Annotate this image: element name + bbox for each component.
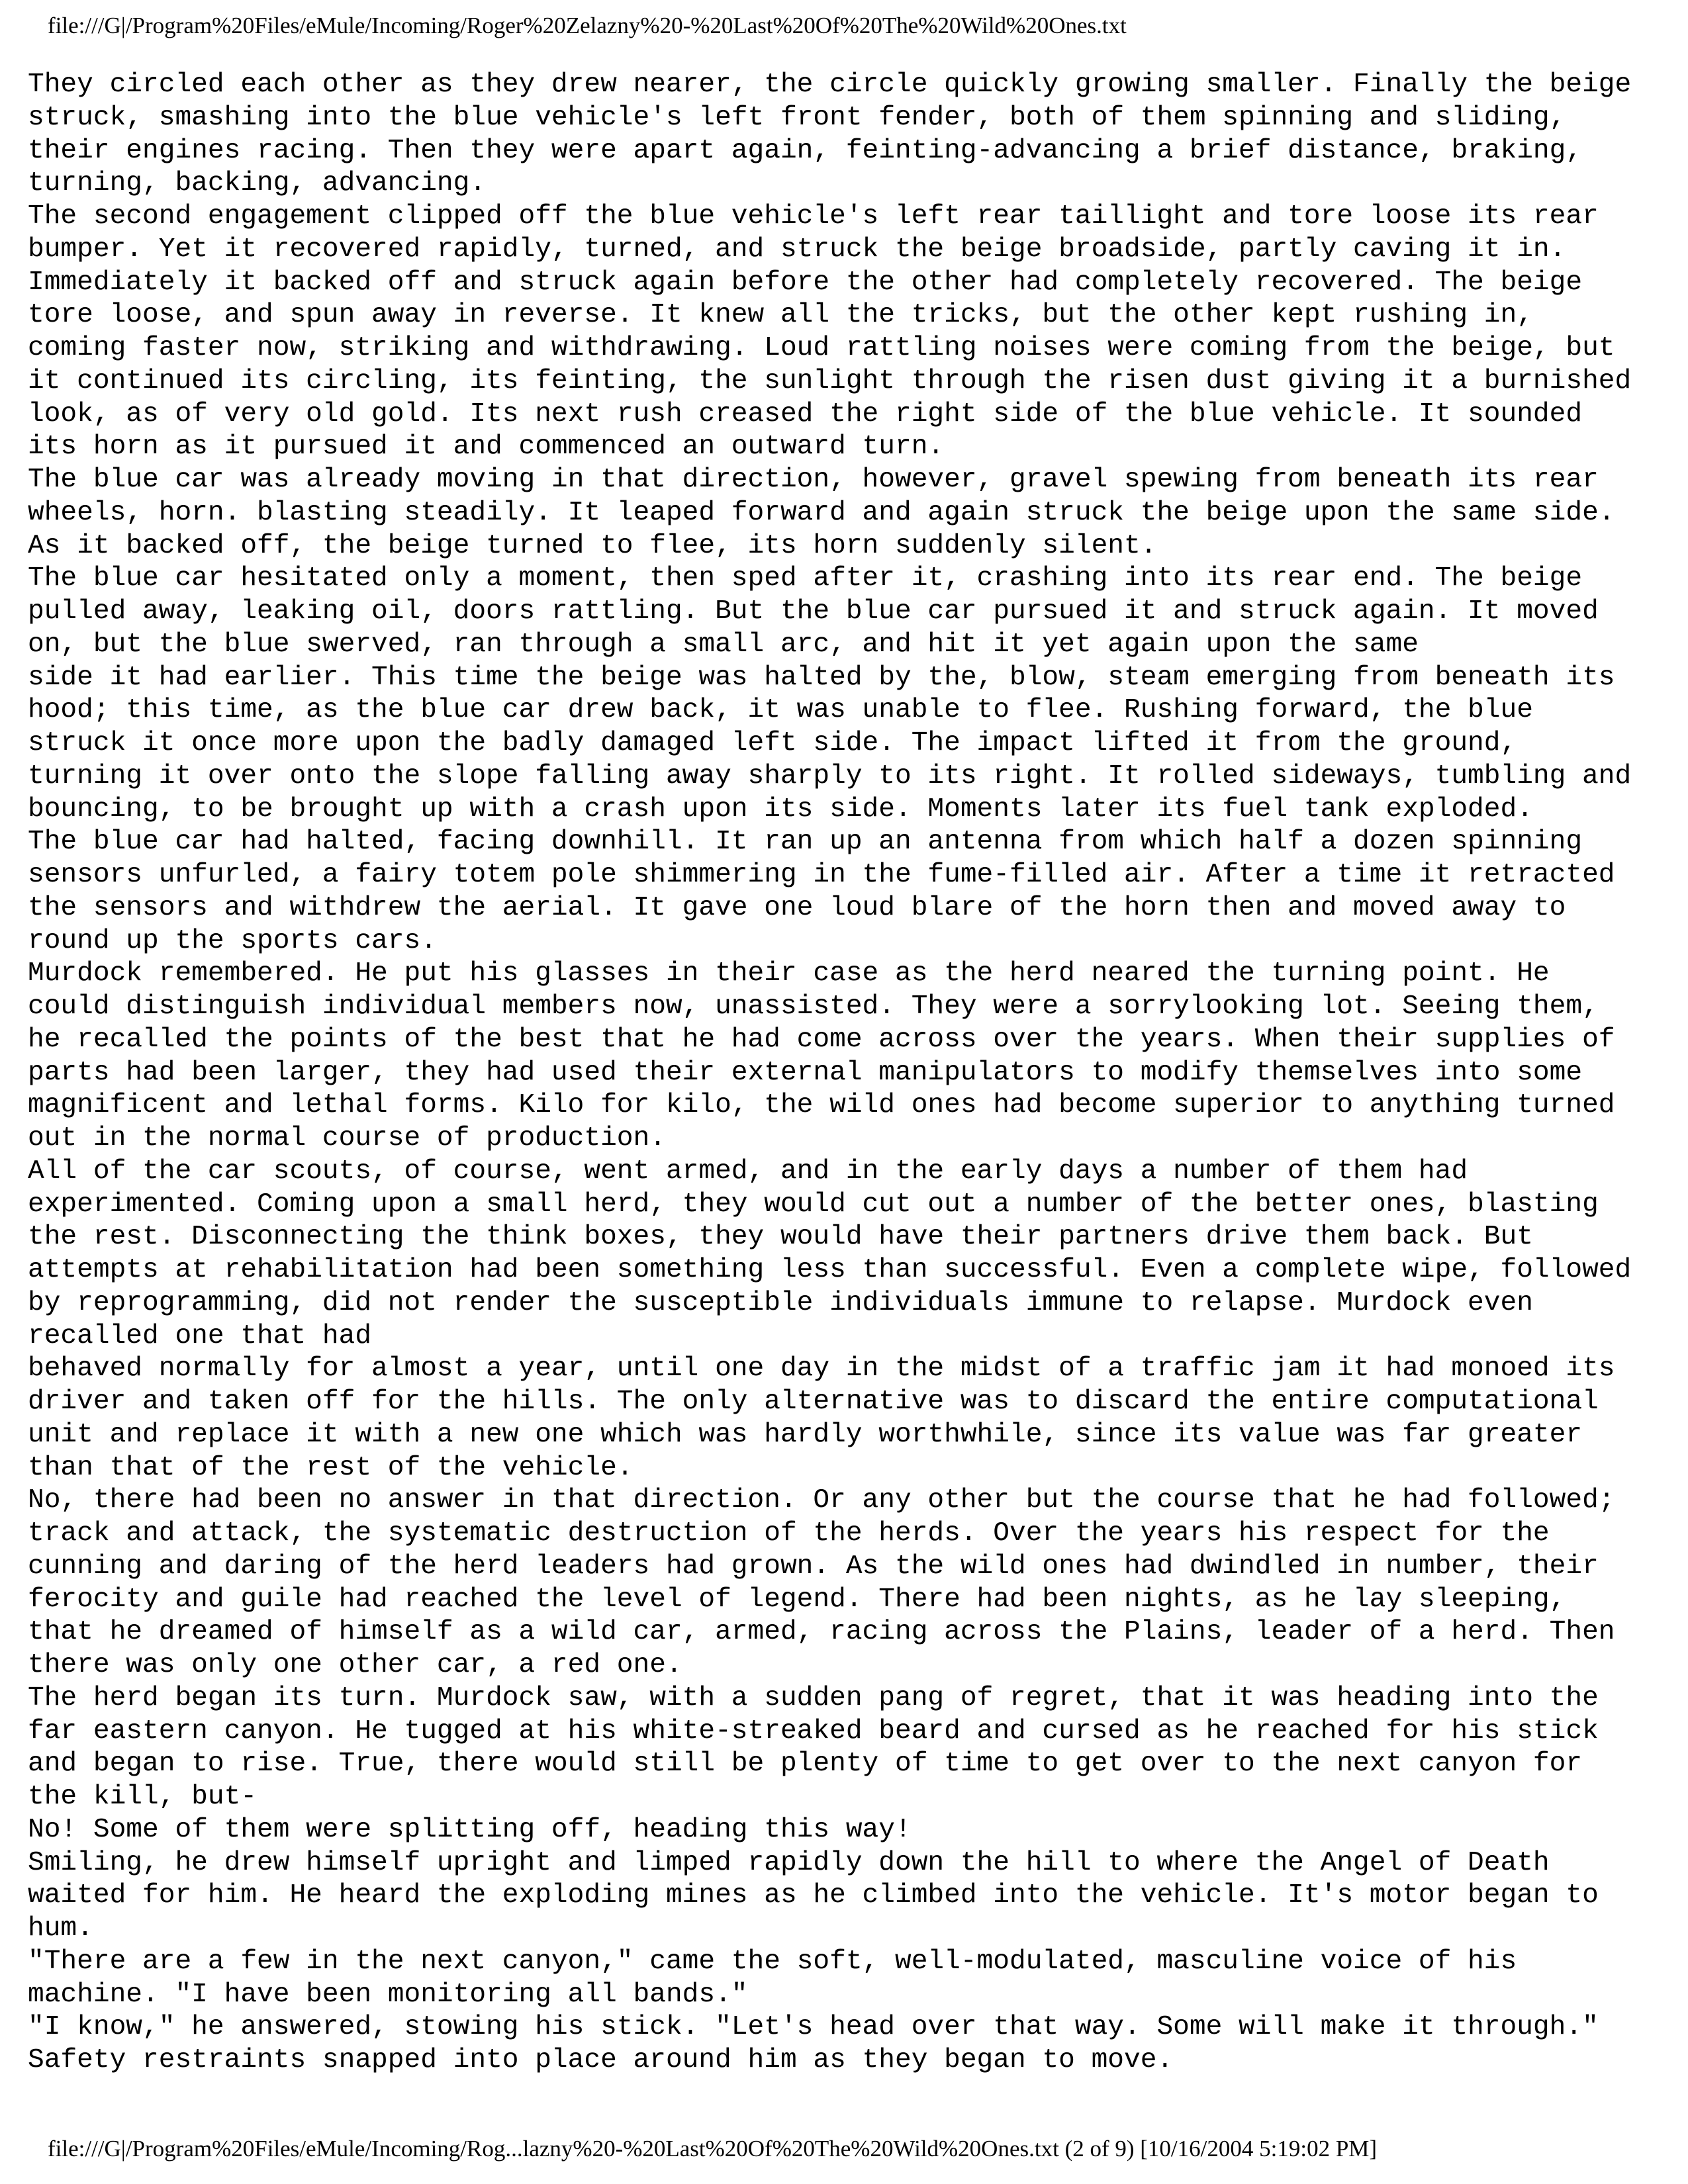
text-line: "There are a few in the next canyon," came the soft, well-modulated, masculine voice of his bbox=[28, 1946, 1517, 1977]
text-line: unit and replace it with a new one which was hardly worthwhile, since its value was far greater bbox=[28, 1419, 1583, 1450]
text-line: track and attack, the systematic destruction of the herds. Over the years his respect for the bbox=[28, 1518, 1550, 1549]
text-line: Smiling, he drew himself upright and limped rapidly down the hill to where the Angel of Death bbox=[28, 1847, 1550, 1878]
text-line: round up the sports cars. bbox=[28, 925, 437, 956]
text-line: look, as of very old gold. Its next rush creased the right side of the blue vehicle. It sounded bbox=[28, 398, 1583, 430]
text-line: ferocity and guile had reached the level of legend. There had been nights, as he lay sleeping, bbox=[28, 1584, 1566, 1615]
text-line: The herd began its turn. Murdock saw, with a sudden pang of regret, that it was heading into the bbox=[28, 1682, 1599, 1713]
text-line: it continued its circling, its feinting, the sunlight through the risen dust giving it a burnished bbox=[28, 365, 1632, 396]
text-line: by reprogramming, did not render the susceptible individuals immune to relapse. Murdock even bbox=[28, 1287, 1533, 1318]
text-line: could distinguish individual members now, unassisted. They were a sorrylooking lot. Seeing them, bbox=[28, 991, 1599, 1022]
text-line: "I know," he answered, stowing his stick. "Let's head over that way. Some will make it through." bbox=[28, 2012, 1599, 2043]
text-line: turning, backing, advancing. bbox=[28, 168, 487, 199]
text-line: tore loose, and spun away in reverse. It knew all the tricks, but the other kept rushing in, bbox=[28, 300, 1533, 331]
text-line: Murdock remembered. He put his glasses in their case as the herd neared the turning point. He bbox=[28, 958, 1550, 989]
text-line: its horn as it pursued it and commenced an outward turn. bbox=[28, 432, 945, 463]
text-line: As it backed off, the beige turned to flee, its horn suddenly silent. bbox=[28, 530, 1157, 561]
text-line: experimented. Coming upon a small herd, they would cut out a number of the better ones, blasting bbox=[28, 1189, 1599, 1220]
text-line: The second engagement clipped off the blue vehicle's left rear taillight and tore loose its rear bbox=[28, 201, 1599, 232]
page-footer-url: file:///G|/Program%20Files/eMule/Incoming/Rog...lazny%20-%20Last%20Of%20The%20Wild%20Ones.txt (2 of 9) [10/16/2004 5:19:02 PM] bbox=[48, 2136, 1378, 2161]
text-line: the kill, but- bbox=[28, 1782, 258, 1812]
text-line: the sensors and withdrew the aerial. It gave one loud blare of the horn then and moved away to bbox=[28, 892, 1566, 923]
text-line: recalled one that had bbox=[28, 1320, 372, 1351]
text-line: bouncing, to be brought up with a crash upon its side. Moments later its fuel tank exploded. bbox=[28, 794, 1533, 825]
text-line: driver and taken off for the hills. The only alternative was to discard the entire computational bbox=[28, 1387, 1599, 1417]
text-line: The blue car was already moving in that direction, however, gravel spewing from beneath its rear bbox=[28, 465, 1599, 495]
text-line: Immediately it backed off and struck again before the other had completely recovered. The beige bbox=[28, 267, 1583, 298]
text-line: They circled each other as they drew nearer, the circle quickly growing smaller. Finally the beige bbox=[28, 69, 1632, 100]
text-line: coming faster now, striking and withdrawing. Loud rattling noises were coming from the beige, but bbox=[28, 333, 1615, 363]
text-line: magnificent and lethal forms. Kilo for kilo, the wild ones had become superior to anything turned bbox=[28, 1090, 1615, 1121]
text-line: No, there had been no answer in that direction. Or any other but the course that he had followed; bbox=[28, 1485, 1615, 1516]
text-line: All of the car scouts, of course, went armed, and in the early days a number of them had bbox=[28, 1156, 1468, 1187]
text-line: cunning and daring of the herd leaders had grown. As the wild ones had dwindled in number, their bbox=[28, 1551, 1599, 1582]
text-line: far eastern canyon. He tugged at his white-streaked beard and cursed as he reached for his stick bbox=[28, 1715, 1599, 1747]
text-line: pulled away, leaking oil, doors rattling. But the blue car pursued it and struck again. It moved bbox=[28, 596, 1599, 627]
text-line: struck, smashing into the blue vehicle's left front fender, both of them spinning and sliding, bbox=[28, 102, 1566, 133]
text-line: out in the normal course of production. bbox=[28, 1123, 666, 1154]
text-line: he recalled the points of the best that he had come across over the years. When their supplies of bbox=[28, 1024, 1615, 1055]
text-line: turning it over onto the slope falling away sharply to its right. It rolled sideways, tumbling and bbox=[28, 760, 1632, 792]
text-line: that he dreamed of himself as a wild car, armed, racing across the Plains, leader of a herd. Then bbox=[28, 1617, 1615, 1648]
text-line: sensors unfurled, a fairy totem pole shimmering in the fume-filled air. After a time it retracted bbox=[28, 860, 1615, 890]
text-line: side it had earlier. This time the beige was halted by the, blow, steam emerging from beneath its bbox=[28, 662, 1615, 693]
text-line: bumper. Yet it recovered rapidly, turned, and struck the beige broadside, partly caving it in. bbox=[28, 234, 1566, 265]
text-line: and began to rise. True, there would still be plenty of time to get over to the next canyon for bbox=[28, 1749, 1583, 1780]
text-line: the rest. Disconnecting the think boxes, they would have their partners drive them back. But bbox=[28, 1222, 1533, 1253]
text-line: waited for him. He heard the exploding mines as he climbed into the vehicle. It's motor began to bbox=[28, 1880, 1599, 1911]
text-line: hood; this time, as the blue car drew back, it was unable to flee. Rushing forward, the blue bbox=[28, 695, 1533, 726]
text-line: hum. bbox=[28, 1913, 93, 1944]
text-line: parts had been larger, they had used their external manipulators to modify themselves into some bbox=[28, 1057, 1583, 1088]
text-line: there was only one other car, a red one. bbox=[28, 1650, 682, 1680]
text-line: No! Some of them were splitting off, heading this way! bbox=[28, 1814, 912, 1845]
text-line: behaved normally for almost a year, until one day in the midst of a traffic jam it had monoed its bbox=[28, 1353, 1615, 1385]
text-line: than that of the rest of the vehicle. bbox=[28, 1452, 633, 1483]
text-line: machine. "I have been monitoring all bands." bbox=[28, 1979, 748, 2010]
text-line: The blue car hesitated only a moment, then sped after it, crashing into its rear end. The beige bbox=[28, 563, 1583, 594]
text-line: attempts at rehabilitation had been something less than successful. Even a complete wipe, followed bbox=[28, 1255, 1632, 1285]
page-header-url: file:///G|/Program%20Files/eMule/Incoming/Roger%20Zelazny%20-%20Last%20Of%20The%20Wild%20Ones.txt bbox=[48, 13, 1127, 38]
text-line: The blue car had halted, facing downhill. It ran up an antenna from which half a dozen spinning bbox=[28, 827, 1583, 858]
text-line: wheels, horn. blasting steadily. It leaped forward and again struck the beige upon the same side. bbox=[28, 497, 1615, 528]
text-line: struck it once more upon the badly damaged left side. The impact lifted it from the ground, bbox=[28, 728, 1517, 758]
text-line: Safety restraints snapped into place around him as they began to move. bbox=[28, 2045, 1174, 2075]
text-line: on, but the blue swerved, ran through a small arc, and hit it yet again upon the same bbox=[28, 629, 1419, 660]
document-text bbox=[28, 69, 1669, 2077]
text-line: their engines racing. Then they were apart again, feinting-advancing a brief distance, braking, bbox=[28, 135, 1583, 166]
